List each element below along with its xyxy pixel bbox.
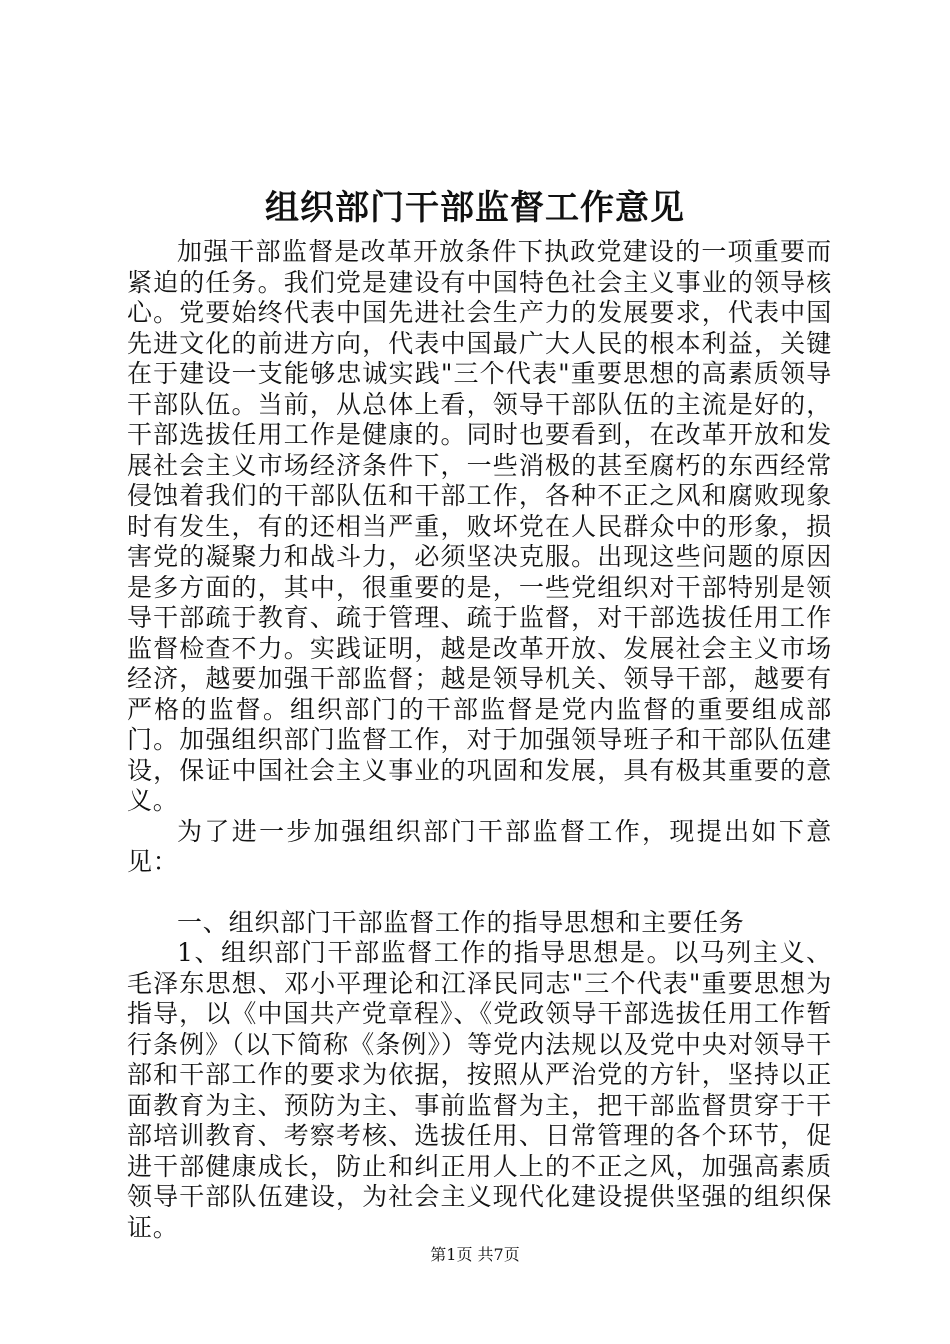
section-heading: 一、组织部门干部监督工作的指导思想和主要任务: [177, 907, 745, 937]
document-body: [127, 237, 832, 1243]
document-title: 组织部门干部监督工作意见: [265, 188, 685, 228]
paragraph-proposal: 为了进一步加强组织部门干部监督工作，现提出如下意见：: [127, 816, 832, 876]
paragraph-intro: 加强干部监督是改革开放条件下执政党建设的一项重要而紧迫的任务。我们党是建设有中国特色社会主义事业的领导核心。党要始终代表中国先进社会生产力的发展要求，代表中国先进文化的前进方向，代表中国最广大人民的根本利益，关键在于建设一支能够忠诚实践"三个代表"重要思想的高素质领导干部队伍。当前，从总体上看，领导干部队伍的主流是好的，干部选拔任用工作是健康的。同时也要看到，在改革开放和发展社会主义市场经济条件下，一些消极的甚至腐朽的东西经常侵蚀着我们的干部队伍和干部工作，各种不正之风和腐败现象时有发生，有的还相当严重，败坏党在人民群众中的形象，损害党的凝聚力和战斗力，必须坚决克服。出现这些问题的原因是多方面的，其中，很重要的是，一些党组织对干部特别是领导干部疏于教育、疏于管理、疏于监督，对干部选拔任用工作监督检查不力。实践证明，越是改革开放、发展社会主义市场经济，越要加强干部监督；越是领导机关、领导干部，越要有严格的监督。组织部门的干部监督是党内监督的重要组成部门。加强组织部门监督工作，对于加强领导班子和干部队伍建设，保证中国社会主义事业的巩固和发展，具有极其重要的意义。: [127, 237, 832, 815]
page-number: 第1页 共7页: [430, 1245, 520, 1264]
paragraph-guiding-thought: 1、组织部门干部监督工作的指导思想是。以马列主义、毛泽东思想、邓小平理论和江泽民同志"三个代表"重要思想为指导，以《中国共产党章程》、《党政领导干部选拔任用工作暂行条例》（以下简称《条例》）等党内法规以及党中央对领导干部和干部工作的要求为依据，按照从严治党的方针，坚持以正面教育为主、预防为主、事前监督为主，把干部监督贯穿于干部培训教育、考察考核、选拔任用、日常管理的各个环节，促进干部健康成长，防止和纠正用人上的不正之风，加强高素质领导干部队伍建设，为社会主义现代化建设提供坚强的组织保证。: [127, 938, 832, 1242]
